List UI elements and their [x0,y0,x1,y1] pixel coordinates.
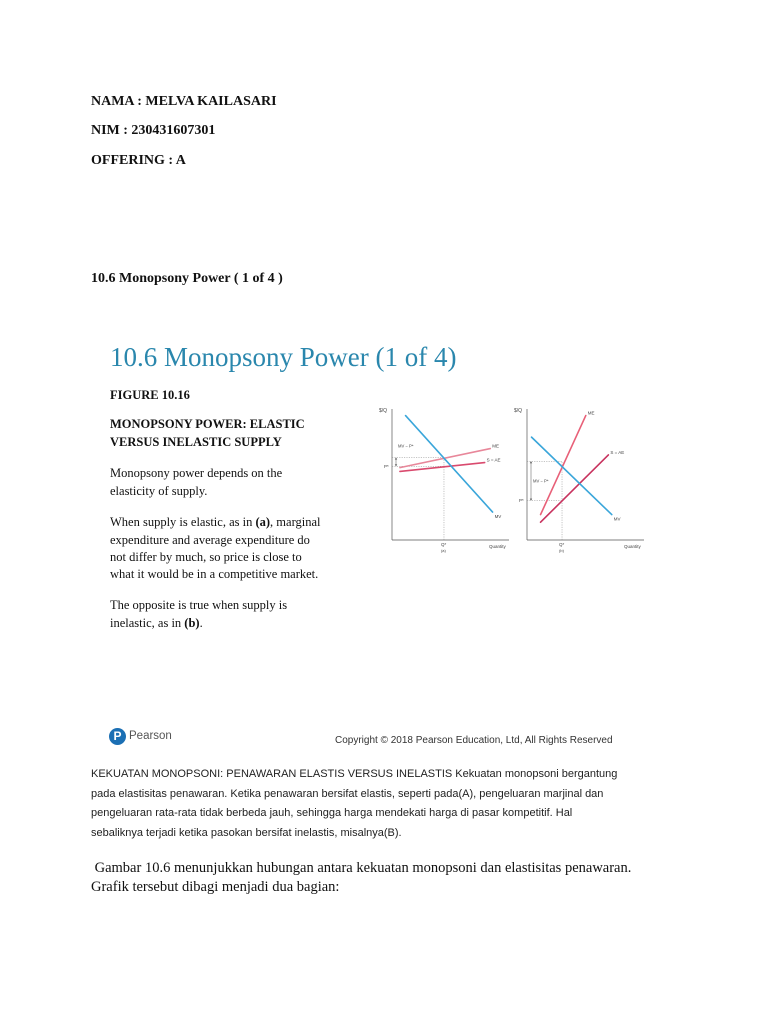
summary-line: KEKUATAN MONOPSONI: PENAWARAN ELASTIS VERSUS INELASTIS Kekuatan monopsoni bergantung [91,768,618,780]
series-line-s-ae [541,455,609,522]
series-line-s-ae [400,463,485,472]
pearson-logo-icon: P [109,728,126,745]
series-line-me [400,449,490,468]
caption-title-line: MONOPSONY POWER: ELASTIC [110,417,305,431]
summary-line: pengeluaran rata-rata tidak berbeda jauh, sehingga harga mendekati harga di pasar kompetitif. Hal [91,807,573,819]
y-axis-label: $/Q [514,408,523,414]
arrowhead-icon [395,457,397,459]
slide-paragraph-line: Monopsony power depends on the [110,466,283,480]
copyright-notice: Copyright © 2018 Pearson Education, Ltd, All Rights Reserved [335,735,613,746]
panel-label: (a) [440,548,446,553]
series-label: ME [492,443,500,449]
slide-text-segment: When supply is elastic, as in [110,515,256,529]
p-star-label: P* [519,498,524,504]
x-axis-label: Quantity [624,544,641,549]
q-star-label: Q* [440,542,447,547]
caption-title-line: VERSUS INELASTIC SUPPLY [110,435,282,449]
slide-title: 10.6 Monopsony Power (1 of 4) [110,342,457,372]
panel-label: (b) [559,548,564,553]
closing-line: Grafik tersebut dibagi menjadi dua bagian: [91,879,340,895]
slide-text-segment: inelastic, as in [110,616,185,630]
slide-paragraph-line: elasticity of supply. [110,484,208,498]
chart-panel-a [370,405,515,560]
pearson-logo-text: Pearson [129,730,172,742]
slide-paragraph-line: expenditure and average expenditure do [110,533,310,547]
y-axis-label: $/Q [379,408,388,414]
slide-paragraph-line: what it would be in a competitive market. [110,567,319,581]
panel-reference: (a) [255,515,271,529]
slide-paragraph-line: not differ by much, so price is close to [110,550,302,564]
q-star-label: Q* [559,542,565,547]
slide-paragraph-line [110,616,203,631]
arrowhead-icon [395,464,397,466]
arrowhead-icon [530,461,532,463]
series-label: S = AE [486,457,501,463]
slide-text-segment: , marginal [270,515,321,529]
series-label: ME [587,410,595,416]
student-name: NAMA : MELVA KAILASARI [91,94,277,109]
series-label: MV [494,514,502,520]
summary-line: pada elastisitas penawaran. Ketika penawaran bersifat elastis, seperti pada(A), pengeluaran marjinal dan [91,788,604,800]
closing-line: Gambar 10.6 menunjukkan hubungan antara kekuatan monopsoni dan elastisitas penawaran. [91,860,632,876]
slide-text-segment: . [199,616,203,630]
mv-p-star-annotation: MV − P* [398,443,414,449]
series-label: MV [613,516,621,522]
slide-paragraph-line [110,515,321,530]
section-heading: 10.6 Monopsony Power ( 1 of 4 ) [91,271,283,286]
chart-panel-b [505,405,650,560]
x-axis-label: Quantity [489,544,506,549]
series-line-mv [532,437,612,514]
figure-label: FIGURE 10.16 [110,388,190,402]
slide-paragraph-line: The opposite is true when supply is [110,598,288,612]
p-star-label: P* [384,463,389,469]
offering-label: OFFERING : A [91,153,186,168]
panel-reference: (b) [184,616,200,630]
student-nim: NIM : 230431607301 [91,123,216,138]
series-label: S = AE [610,449,625,455]
arrowhead-icon [530,499,532,501]
summary-line: sebaliknya terjadi ketika pasokan bersifat inelastis, misalnya(B). [91,827,402,839]
mv-p-star-annotation: MV − P* [533,478,549,484]
